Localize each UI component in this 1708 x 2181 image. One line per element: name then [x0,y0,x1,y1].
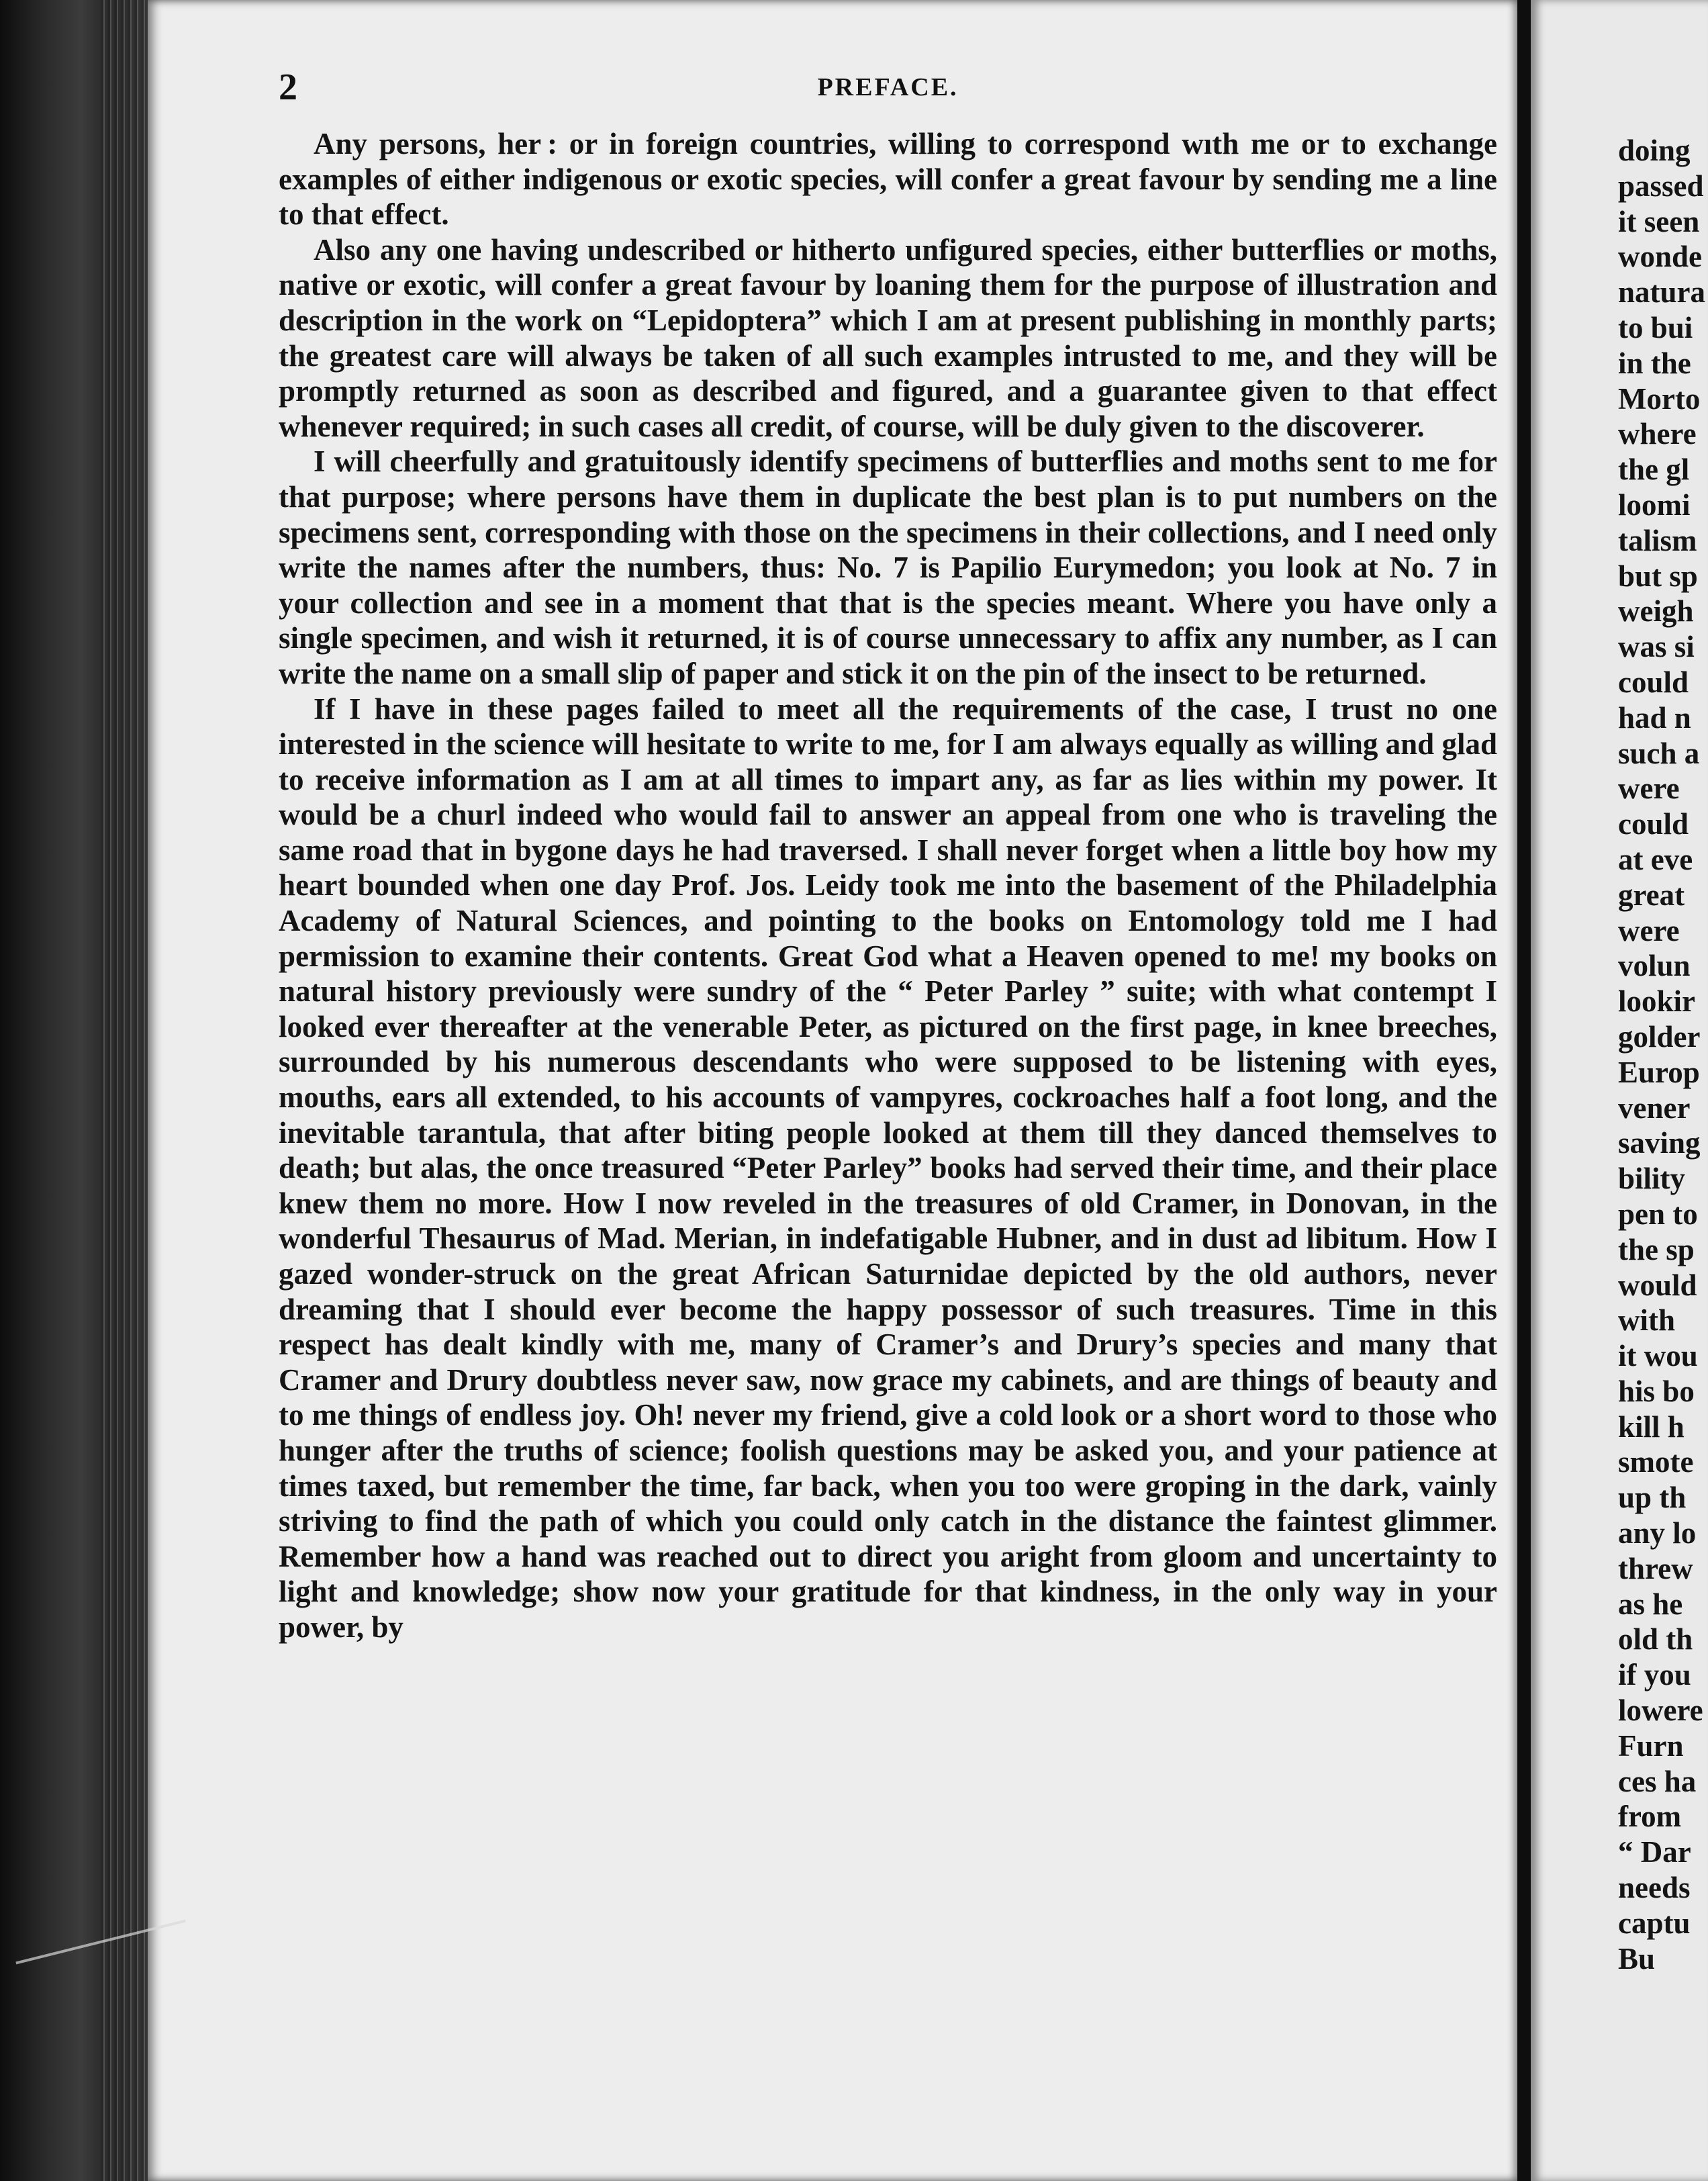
paragraph: If I have in these pages failed to meet all the requirements of the case, I trust no one interested in the science will hesitate to write to me, for I am always equally as willing and glad to receive information as I am at all times to impart any, as far as lies within my power. It would be a churl indeed who would fail to answer an appeal from one who is traveling the same road that in bygone days he had traversed. I shall never forget when a little boy how my heart bounded when one day Prof. Jos. Leidy took me into the basement of the Philadelphia Academy of Natural Sciences, and pointing to the books on Entomology told me I had permission to examine their contents. Great God what a Heaven opened to me! my books on natural history previously were sundry of the “ Peter Parley ” suite; with what contempt I looked ever thereafter at the venerable Peter, as pictured on the first page, in knee breeches, surrounded by his numerous descendants who were supposed to be listening with eyes, mouths, ears all extended, to his accounts of vampyres, cockroaches half a foot long, and the inevitable tarantula, that after biting people looked at them till they danced themselves to death; but alas, the once treasured “Peter Parley” books had served their time, and their place knew them no more. How I now reveled in the treasures of old Cramer, in Donovan, in the wonderful Thesaurus of Mad. Merian, in indefatigable Hubner, and in dust ad libitum. How I gazed wonder-struck on the great African Saturnidae depicted by the old authors, never dreaming that I should ever become the happy possessor of such treasures. Time in this respect has dealt kindly with me, many of Cramer’s and Drury’s species and many that Cramer and Drury doubtless never saw, now grace my cabinets, and are things of beauty and to me things of endless joy. Oh! never my friend, give a cold look or a short word to those who hunger after the truths of science; foolish questions may be asked you, and your patience at times taxed, but remember the time, far back, when you too were groping in the dark, vainly striving to find the path of which you could only catch in the distance the faintest glimmer. Remember how a hand was reached out to direct you aright from gloom and uncertainty to light and knowledge; show now your gratitude for that kindness, in the only way in your power, by [279,692,1497,1644]
facing-line: would [1618,1268,1697,1302]
facing-line: old th [1618,1622,1693,1657]
facing-line: it wou [1618,1339,1698,1373]
paragraph: I will cheerfully and gratuitously identify specimens of butterflies and moths sent to me for that purpose; where persons have them in duplicate the best plan is to put numbers on the specimens sent, corresponding with those on the specimens in their collections, and I need only write the names after the numbers, thus: No. 7 is Papilio Eurymedon; you look at No. 7 in your collection and see in a moment that that is the species meant. Where you have only a single specimen, and wish it returned, it is of course unnecessary to affix any number, as I can write the name on a small slip of paper and stick it on the pin of the insect to be returned. [279,445,1497,690]
facing-line: Europ [1618,1055,1700,1089]
facing-line: was si [1618,630,1695,664]
page-gap [1517,0,1531,2181]
body-text [279,126,1497,1645]
facing-line: wonde [1618,240,1703,274]
facing-line: Furn [1618,1728,1684,1763]
facing-line: were [1618,772,1680,806]
facing-line: had n [1618,700,1691,735]
facing-line: loomi [1618,488,1691,522]
facing-line: needs [1618,1871,1691,1905]
page-number: 2 [279,66,297,108]
facing-line: up th [1618,1481,1687,1515]
facing-line: where [1618,417,1697,451]
facing-line: could [1618,665,1689,699]
facing-line: vener [1618,1090,1691,1125]
facing-line: with [1618,1303,1676,1338]
facing-line: doing [1618,134,1691,167]
facing-line: golder [1618,1019,1701,1054]
facing-line: talism [1618,523,1697,557]
facing-line: if you [1618,1658,1691,1692]
running-title: PREFACE. [817,73,959,101]
facing-line: but sp [1618,559,1698,593]
facing-line: at eve [1618,842,1693,876]
facing-line: the sp [1618,1232,1695,1266]
facing-line: as he [1618,1587,1683,1621]
facing-line: passed [1618,169,1704,203]
facing-line: could [1618,807,1689,841]
facing-line: the gl [1618,453,1690,487]
facing-line: his bo [1618,1374,1695,1408]
page-header [279,64,1497,111]
facing-line: captu [1618,1906,1691,1940]
facing-line: saving [1618,1126,1701,1160]
facing-line: Bu [1618,1941,1656,1976]
facing-page [1531,0,1708,2181]
facing-line: weigh [1618,594,1694,629]
facing-line: it seen [1618,204,1700,238]
facing-line: Morto [1618,381,1701,416]
facing-line: bility [1618,1162,1686,1196]
facing-line: pen to [1618,1197,1698,1231]
facing-line: such a [1618,736,1700,770]
facing-line: any lo [1618,1516,1697,1550]
facing-line: great [1618,878,1685,912]
facing-line: volun [1618,949,1691,983]
facing-line: smote [1618,1445,1694,1479]
facing-line: lowere [1618,1693,1703,1728]
paragraph: Any persons, her : or in foreign countries, willing to correspond wıth me or to exchange examples of either indigenous or exotic species, will confer a great favour by sending me a line to that effect. [279,127,1497,232]
scanned-page [148,0,1517,2181]
facing-line: natura [1618,275,1706,310]
paragraph: Also any one having undescribed or hitherto unfigured species, either butterflies or moths, native or exotic, will confer a great favour by loaning them for the purpose of illustration and description in the work on “Lepidoptera” which I am at present publishing in monthly parts; the greatest care will always be taken of all such examples intrusted to me, and they will be promptly returned as soon as described and figured, and a guarantee given to that effect whenever required; in such cases all credit, of course, will be duly given to the discoverer. [279,232,1497,443]
facing-line: were [1618,913,1680,947]
facing-line: kill h [1618,1409,1685,1444]
page-edges [101,0,148,2181]
facing-line: threw [1618,1551,1693,1585]
facing-line: from [1618,1800,1682,1834]
facing-line: ces ha [1618,1764,1697,1798]
facing-line: to bui [1618,310,1693,344]
facing-line: in the [1618,346,1691,380]
facing-page-text [1618,133,1705,1976]
facing-line: “ Dar [1618,1835,1691,1869]
facing-line: lookir [1618,984,1696,1019]
